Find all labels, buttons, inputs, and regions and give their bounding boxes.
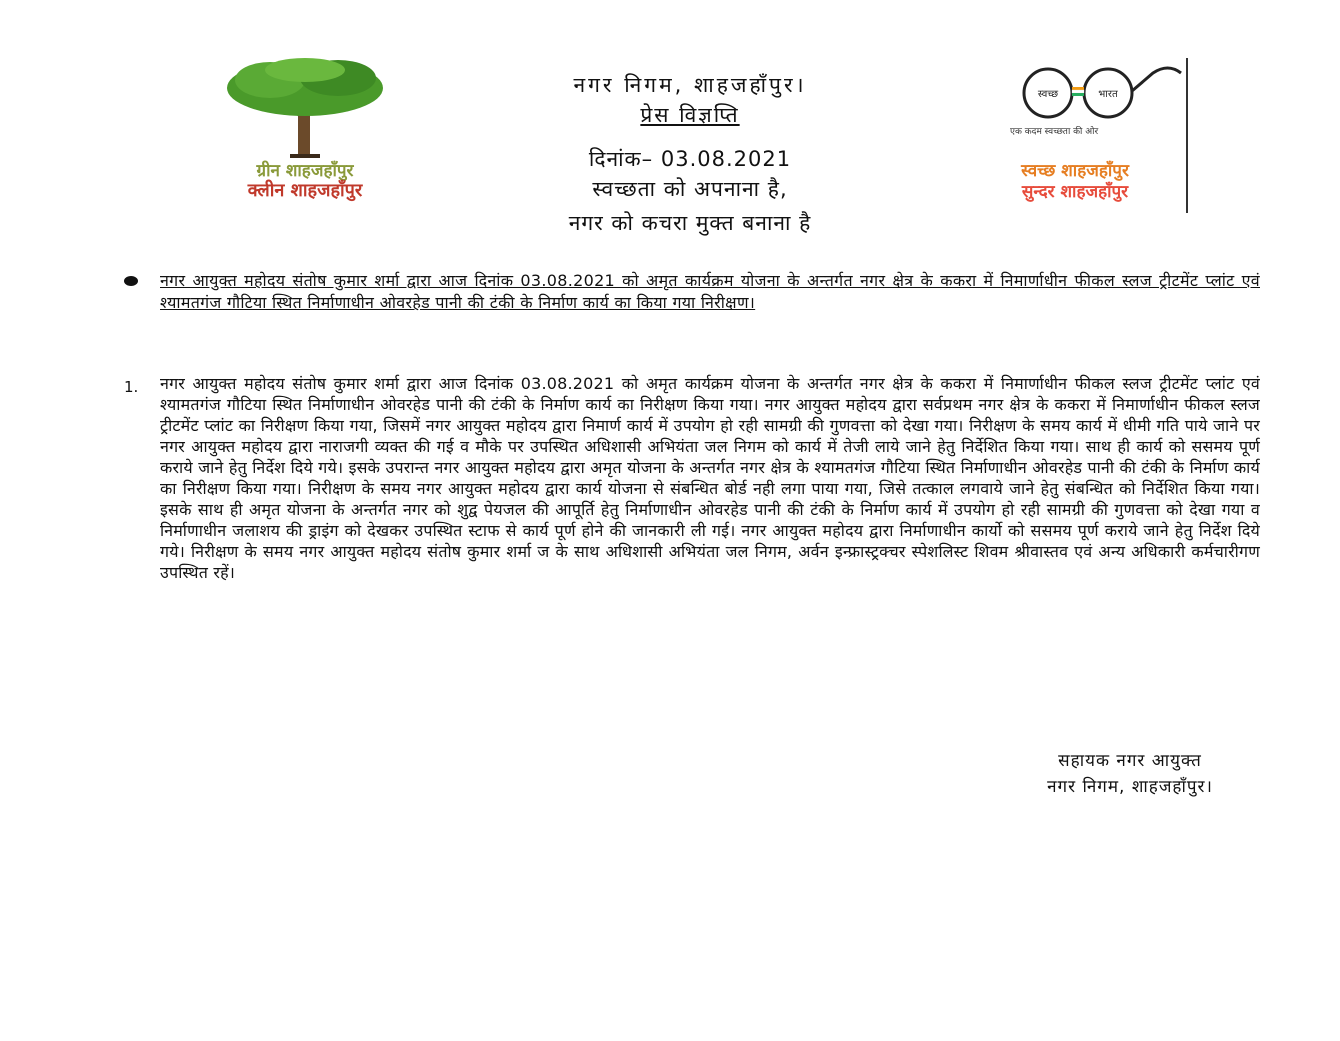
slogan-line1: स्वच्छता को अपनाना है, [592,177,788,201]
signature-office: नगर निगम, शाहजहाँपुर। [1047,777,1213,797]
body-paragraph: नगर आयुक्त महोदय संतोष कुमार शर्मा द्वारा आज दिनांक 03.08.2021 को अमृत कार्यक्रम योजना के अन्तर्गत नगर क्षेत्र के ककरा में निमार्णाधीन फीकल स्लज ट्रीटमेंट प्लांट एवं श्यामतगंज गौटिया स्थित निर्माणाधीन ओवरहेड पानी की टंकी के निर्माण कार्य का निरीक्षण किया गया। नगर आयुक्त महोदय द्वारा सर्वप्रथम नगर क्षेत्र के ककरा में निमार्णाधीन फीकल स्लज ट्रीटमेंट प्लांट का निरीक्षण किया गया, जिसमें नगर आयुक्त महोदय द्वारा निमार्ण कार्य में उपयोग हो रही सामग्री की गुणवत्ता को देखा गया। निरीक्षण के समय कार्य में धीमी गति पाये जाने पर नगर आयुक्त महोदय द्वारा नाराजगी व्यक्त की गई व मौके पर उपस्थित अधिशासी अभियंता जल निगम को कार्य में तेजी लाये जाने हेतु निर्देशित किया गया। साथ ही कार्य को ससमय पूर्ण कराये जाने हेतु निर्देश दिये गये। इसके उपरान्त नगर आयुक्त महोदय द्वारा अमृत योजना के अन्तर्गत नगर क्षेत्र के श्यामतगंज गौटिया स्थित निर्माणाधीन ओवरहेड पानी की टंकी के निर्माण कार्य का निरीक्षण किया गया। निरीक्षण के समय नगर आयुक्त महोदय द्वारा कार्य योजना से संबन्धित बोर्ड नही लगा पाया गया, जिसे तत्काल लगवाये जाने हेतु संबन्धित को निर्देशित किया गया। इसके साथ ही अमृत योजना के अन्तर्गत नगर को शुद्व पेयजल की आपूर्ति हेतु निर्माणाधीन ओवरहेड पानी की टंकी के निर्माण कार्य में उपयोग हो रही सामग्री की गुणवत्ता को देखा गया व निर्माणाधीन जलाशय की ड्राइंग को देखकर उपस्थित स्टाफ से कार्य पूर्ण होने की जानकारी ली गई। नगर आयुक्त महोदय द्वारा निर्माणाधीन कार्यो को ससमय पूर्ण कराये जाने हेतु निर्देश दिये गये। निरीक्षण के समय नगर आयुक्त महोदय संतोष कुमार शर्मा ज के साथ अधिशासी अभियंता जल निगम, अर्वन इन्फ्रास्ट्रक्चर स्पेशलिस्ट शिवम श्रीवास्तव एवं अन्य अधिकारी कर्मचारीगण उपस्थित रहें। [160,374,1261,582]
document-header [480,70,900,238]
left-lens-text: स्वच्छ [1037,89,1059,100]
right-lens-text: भारत [1098,89,1118,100]
divider-line [1186,58,1188,213]
signature-block [990,748,1270,800]
swachh-bharat-glasses-icon [1013,63,1188,123]
logo-tagline: एक कदम स्वच्छता की ओर [1010,127,1099,137]
bullet-icon [124,276,138,286]
summary-paragraph: नगर आयुक्त महोदय संतोष कुमार शर्मा द्वारा आज दिनांक 03.08.2021 को अमृत कार्यक्रम योजना के अन्तर्गत नगर क्षेत्र के ककरा में निमार्णाधीन फीकल स्लज ट्रीटमेंट प्लांट एवं श्यामतगंज गौटिया स्थित निर्माणाधीन ओवरहेड पानी की टंकी के निर्माण कार्य का किया गया निरीक्षण। [160,271,1260,312]
logo-right-line2: सुन्दर शाहजहाँपुर [1021,182,1129,202]
logo-left-line1: ग्रीन शाहजहाँपुर [256,161,354,181]
slogan-line2: नगर को कचरा मुक्त बनाना है [568,211,812,235]
logo-right-line1: स्वच्छ शाहजहाँपुर [1021,161,1129,181]
tree-icon [220,58,390,158]
org-name: नगर निगम, शाहजहाँपुर। [573,73,807,97]
paragraph-number: 1. [124,378,139,396]
logo-left-line2: क्लीन शाहजहाँपुर [247,180,363,201]
date-line: दिनांक– 03.08.2021 [588,147,792,171]
swachh-bharat-logo [1005,58,1190,213]
green-shahjahanpur-logo [205,58,405,208]
signature-title: सहायक नगर आयुक्त [1058,751,1202,771]
press-release-title: प्रेस विज्ञप्ति [640,103,740,127]
